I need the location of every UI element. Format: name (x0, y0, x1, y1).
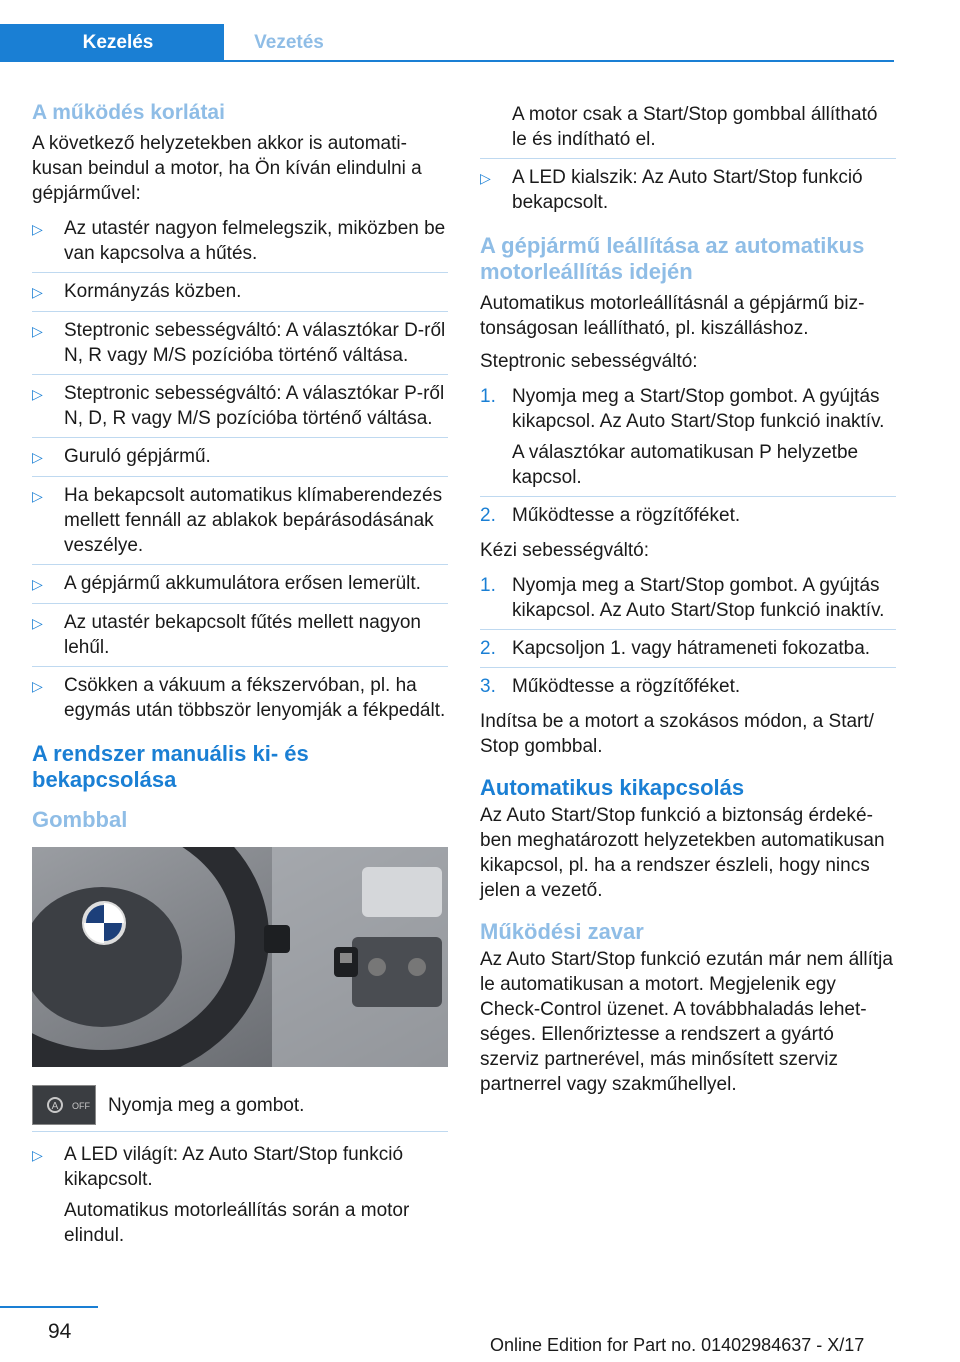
step-item: 1. Nyomja meg a Start/Stop gombot. A gyújtás kikapcsol. Az Auto Start/Stop funkció inaktív. A választókar automatikusan P helyzetbe kapcsol. (480, 378, 896, 497)
auto-start-stop-button-icon (32, 1085, 96, 1125)
auto-off-paragraph: Az Auto Start/Stop funkció a biztonság érdekében meghatározott helyzetekben automatikusan kikapcsol, pl. ha a rendszer észleli, hogy nincs jelen a vezető. (480, 805, 885, 901)
page-number: 94 (48, 1320, 72, 1343)
tab-underline (224, 60, 894, 62)
left-column (32, 100, 448, 1254)
heading-by-button: Gombbal (32, 807, 128, 832)
led-on-subtext: Automatikus motorleállítás során a motor elindul. (64, 1200, 410, 1246)
tab-kezeles[interactable]: Kezelés (0, 24, 224, 62)
triangle-bullet-icon: ▷ (32, 615, 43, 631)
list-item: ▷ Steptronic sebességváltó: A választókar D-ről N, R vagy M/S pozícióba történő váltása. (32, 312, 448, 375)
steptronic-steps (480, 378, 896, 534)
triangle-bullet-icon: ▷ (32, 386, 43, 402)
list-item: ▷ Csökken a vákuum a fékszervóban, pl. ha egymás után többször lenyomják a fékpedált. (32, 675, 446, 721)
button-instruction (32, 1085, 448, 1132)
triangle-bullet-icon: ▷ (32, 323, 43, 339)
intro-text: A következő helyzetekben akkor is automatikusan beindul a motor, ha Ön kíván elindulni a gépjárművel: (32, 133, 422, 204)
triangle-bullet-icon: ▷ (32, 449, 43, 465)
list-item (32, 1132, 448, 1254)
manual-label: Kézi sebességváltó: (480, 540, 649, 561)
right-column (480, 100, 896, 1097)
edition-note: Online Edition for Part no. 01402984637 - X/17 (490, 1335, 865, 1355)
heading-auto-off: Automatikus kikapcsolás (480, 775, 745, 800)
button-off-label: OFF (72, 1101, 90, 1111)
stop-paragraph: Automatikus motorleállításnál a gépjármű biztonságosan leállítható, pl. kiszálláshoz. (480, 293, 865, 339)
heading-stop-vehicle: A gépjármű leállítása az automatikus motorleállítás idején (480, 233, 865, 284)
footer-rule (0, 1306, 98, 1308)
limits-list (32, 210, 448, 729)
triangle-bullet-icon: ▷ (32, 221, 43, 237)
step-item: 2. Működtesse a rögzítőféket. (480, 505, 741, 526)
press-button-text: Nyomja meg a gombot. (108, 1095, 305, 1116)
list-item: ▷ A gépjármű akkumulátora erősen lemerült. (32, 565, 448, 604)
list-item: ▷ Steptronic sebességváltó: A választókar P-ről N, D, R vagy M/S pozícióba történő váltása. (32, 375, 448, 438)
list-item: ▷ Kormányzás közben. (32, 273, 448, 312)
triangle-bullet-icon: ▷ (32, 284, 43, 300)
heading-manual-toggle: A rendszer manuális ki- és bekapcsolása (32, 741, 309, 792)
step-item: 2. Kapcsoljon 1. vagy hátrameneti fokozatba. (480, 630, 896, 668)
list-item: ▷ A LED kialszik: Az Auto Start/Stop funkció bekapcsolt. (480, 167, 863, 213)
steptronic-label: Steptronic sebességváltó: (480, 351, 698, 372)
list-item: ▷ Ha bekapcsolt automatikus klímaberendezés mellett fennáll az ablakok bepárásodásának veszélye. (32, 477, 448, 565)
list-item: ▷ Az utastér nagyon felmelegszik, miközben be van kapcsolva a hűtés. (32, 210, 448, 273)
step-item: 3. Működtesse a rögzítőféket. (480, 676, 741, 697)
tab-vezetes[interactable]: Vezetés (254, 32, 324, 53)
manual-steps (480, 567, 896, 705)
triangle-bullet-icon: ▷ (32, 1147, 43, 1163)
list-item: ▷ Guruló gépjármű. (32, 438, 448, 477)
heading-malfunction: Működési zavar (480, 919, 644, 944)
section-tabs (0, 24, 894, 62)
restart-paragraph: Indítsa be a motort a szokásos módon, a Start/ Stop gombbal. (480, 711, 874, 757)
step-item: 1. Nyomja meg a Start/Stop gombot. A gyújtás kikapcsol. Az Auto Start/Stop funkció inaktív. (480, 567, 896, 630)
steering-wheel-photo (32, 847, 448, 1067)
list-continuation: A motor csak a Start/Stop gombbal állítható le és indítható el. (480, 100, 896, 159)
heading-limits: A működés korlátai (32, 101, 225, 124)
triangle-bullet-icon: ▷ (32, 488, 43, 504)
triangle-bullet-icon: ▷ (32, 678, 43, 694)
led-on-text: A LED világít: Az Auto Start/Stop funkció kikapcsolt. (64, 1144, 404, 1190)
svg-text:A: A (51, 1101, 59, 1112)
triangle-bullet-icon: ▷ (32, 576, 43, 592)
triangle-bullet-icon: ▷ (480, 170, 491, 186)
malfunction-paragraph: Az Auto Start/Stop funkció ezután már nem állítja le automatikusan a motort. Megjelenik egy Check-Control üzenet. A továbbhaladás lehetséges. Ellenőriztesse a rendszert a gyártó szerviz partnerével, más minősített szerviz partnerrel vagy szakműhellyel. (480, 949, 893, 1095)
list-item: ▷ Az utastér bekapcsolt fűtés mellett nagyon lehűl. (32, 604, 448, 667)
